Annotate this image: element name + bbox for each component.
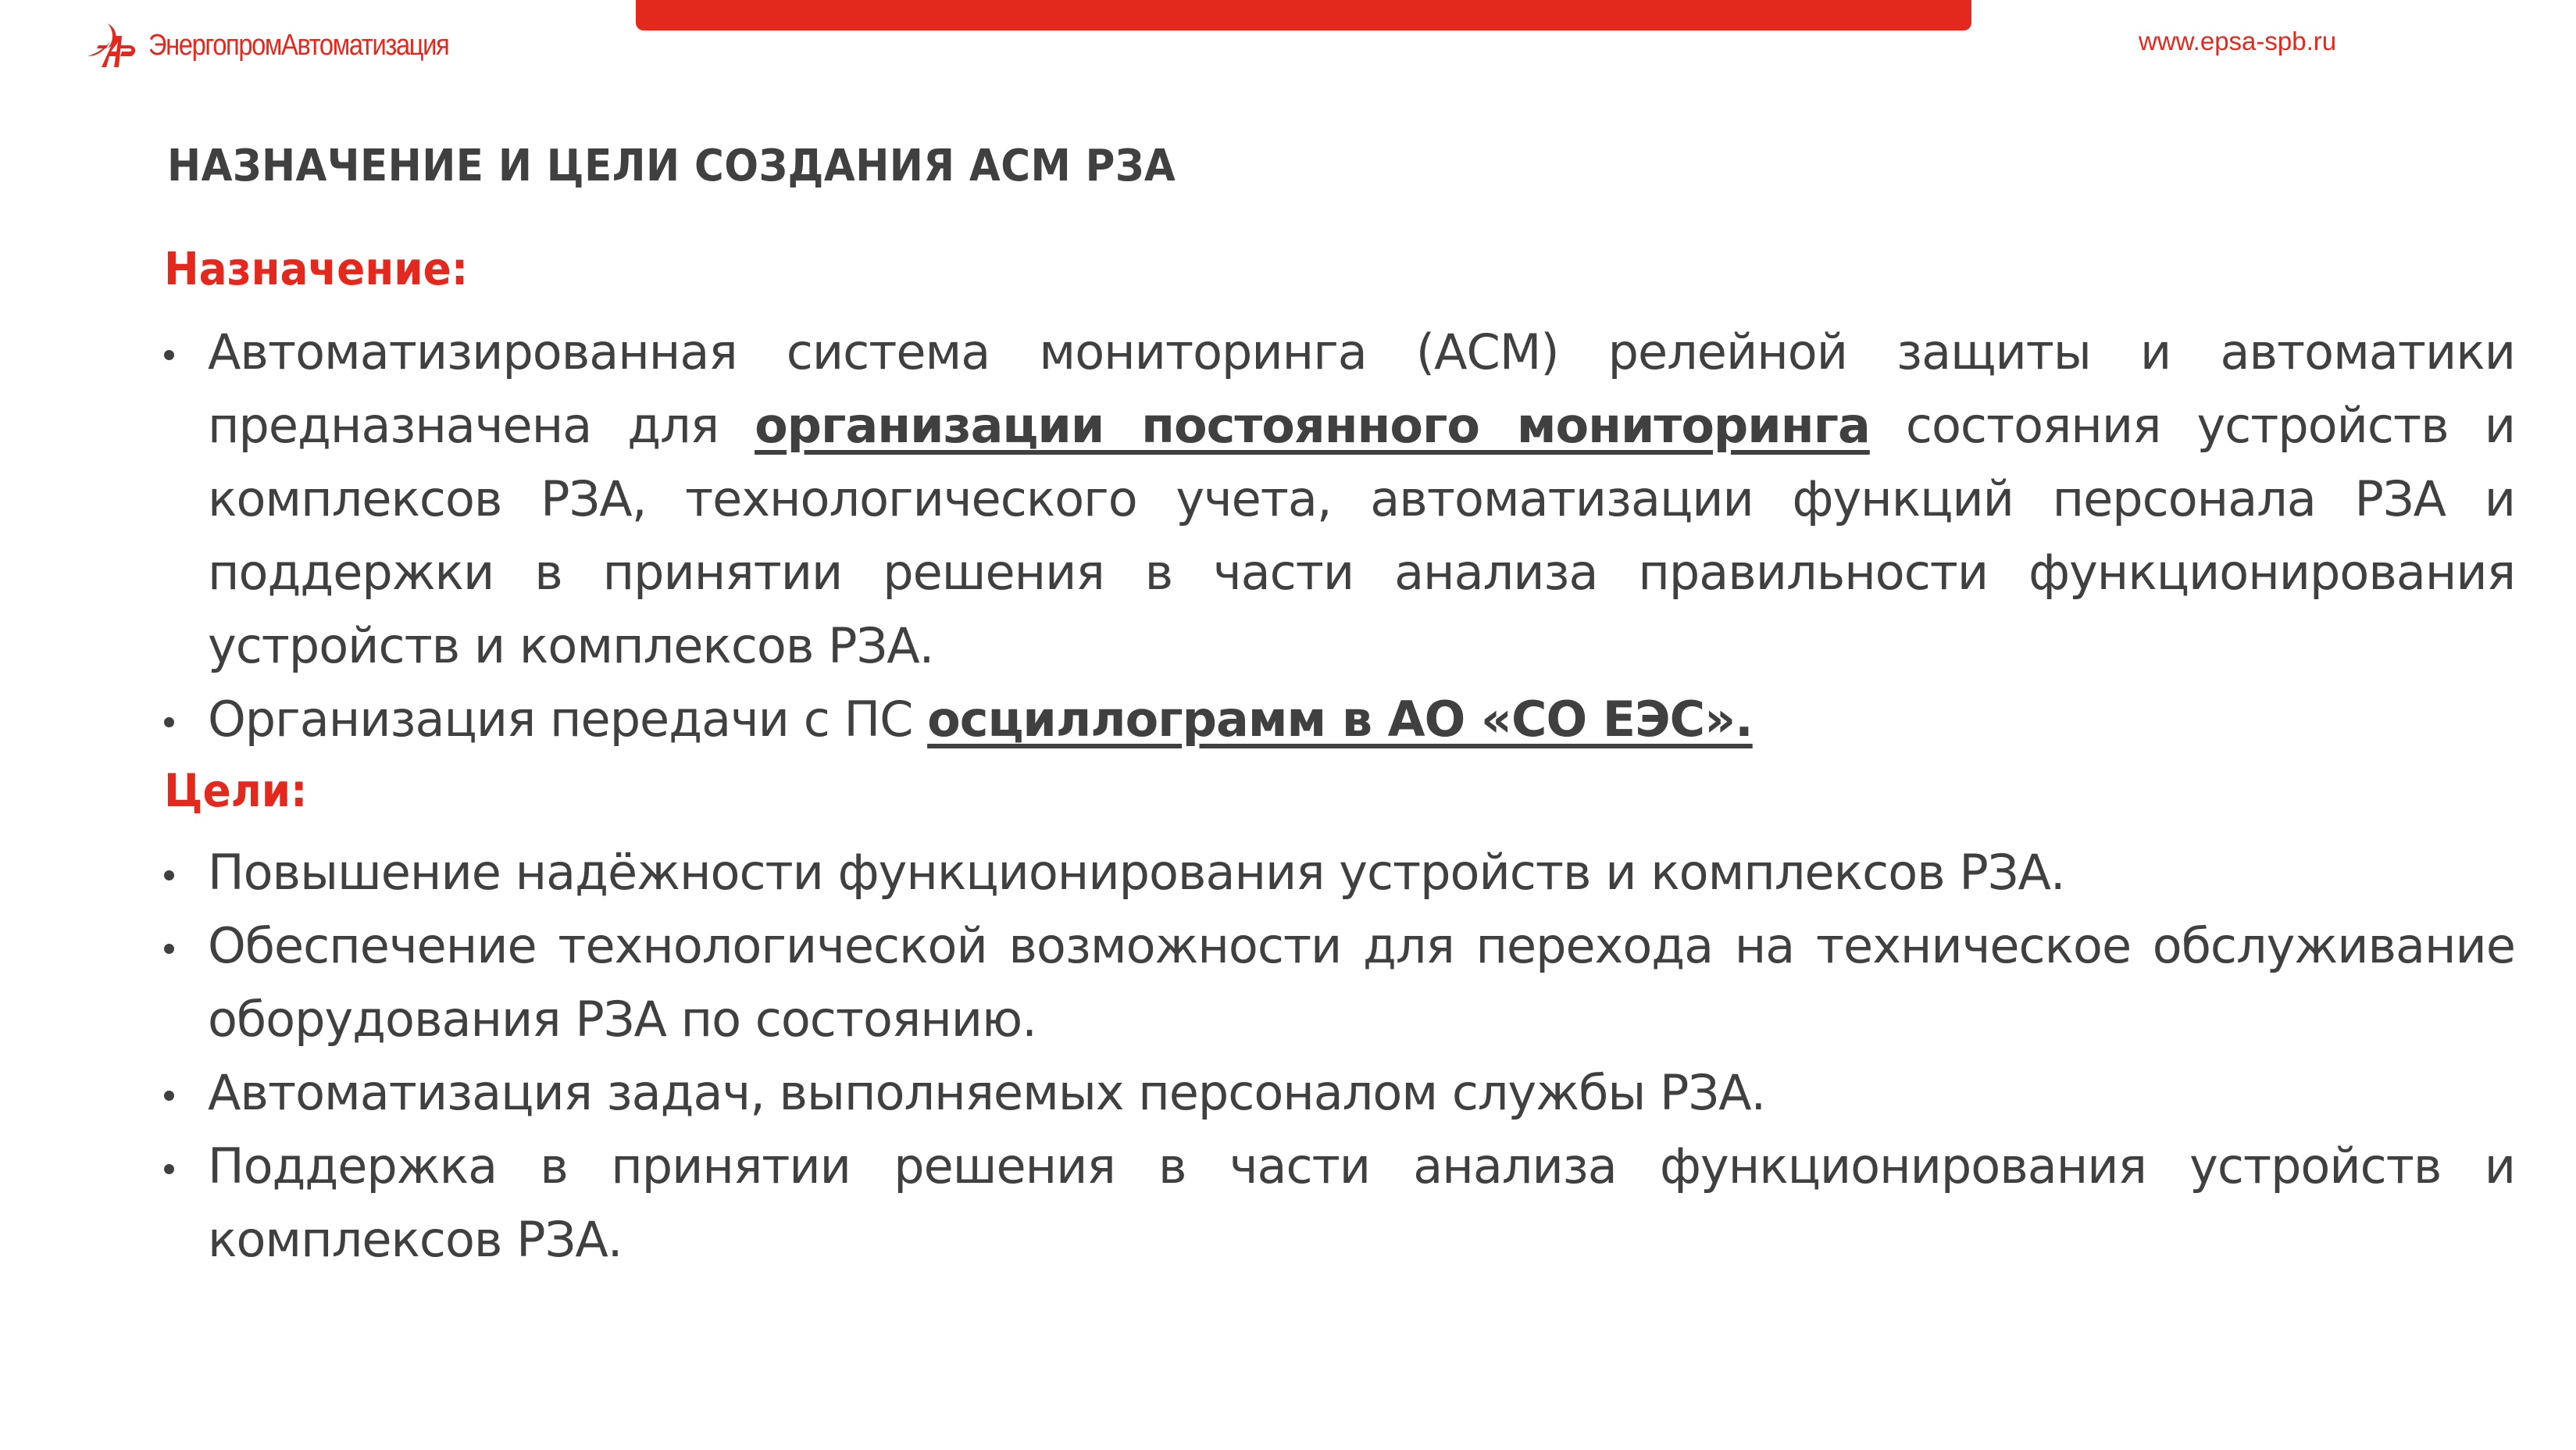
purpose-item (164, 316, 2515, 683)
logo-mark-icon (84, 22, 145, 69)
purpose-list (164, 316, 2515, 756)
purpose-item-text: Автоматизированная система мониторинга (АСМ) релейной защиты и автоматики предназначена для (208, 323, 2515, 454)
company-logo (84, 22, 498, 69)
purpose-item (164, 683, 2515, 756)
goal-item: Поддержка в принятии решения в части анализа функционирования устройств и комплексов РЗА. (164, 1130, 2515, 1277)
purpose-item-emphasis: осциллограмм в АО «СО ЕЭС». (927, 691, 1753, 748)
logo-text: ЭнергопромАвтоматизация (148, 28, 449, 62)
website-link[interactable]: www.epsa-spb.ru (2139, 27, 2337, 55)
top-accent-bar (636, 0, 1971, 30)
purpose-item-text: состояния устройств и комплексов РЗА, технологического учета, автоматизации функций персонала РЗА и поддержки в принятии решения в части анализа правильности функционирования устройств и комплексов РЗА. (208, 397, 2515, 674)
goal-item: Автоматизация задач, выполняемых персоналом службы РЗА. (164, 1056, 2515, 1130)
goal-item: Обеспечение технологической возможности для перехода на техническое обслуживание оборудования РЗА по состоянию. (164, 909, 2515, 1056)
goals-list (164, 836, 2515, 1277)
purpose-item-emphasis: организации постоянного мониторинга (755, 397, 1870, 454)
purpose-heading: Назначение: (164, 242, 469, 295)
purpose-item-text: Организация передачи с ПС (208, 691, 928, 748)
page-title: НАЗНАЧЕНИЕ И ЦЕЛИ СОЗДАНИЯ АСМ РЗА (167, 141, 1176, 191)
goals-heading: Цели: (164, 764, 308, 817)
goal-item: Повышение надёжности функционирования устройств и комплексов РЗА. (164, 836, 2515, 909)
